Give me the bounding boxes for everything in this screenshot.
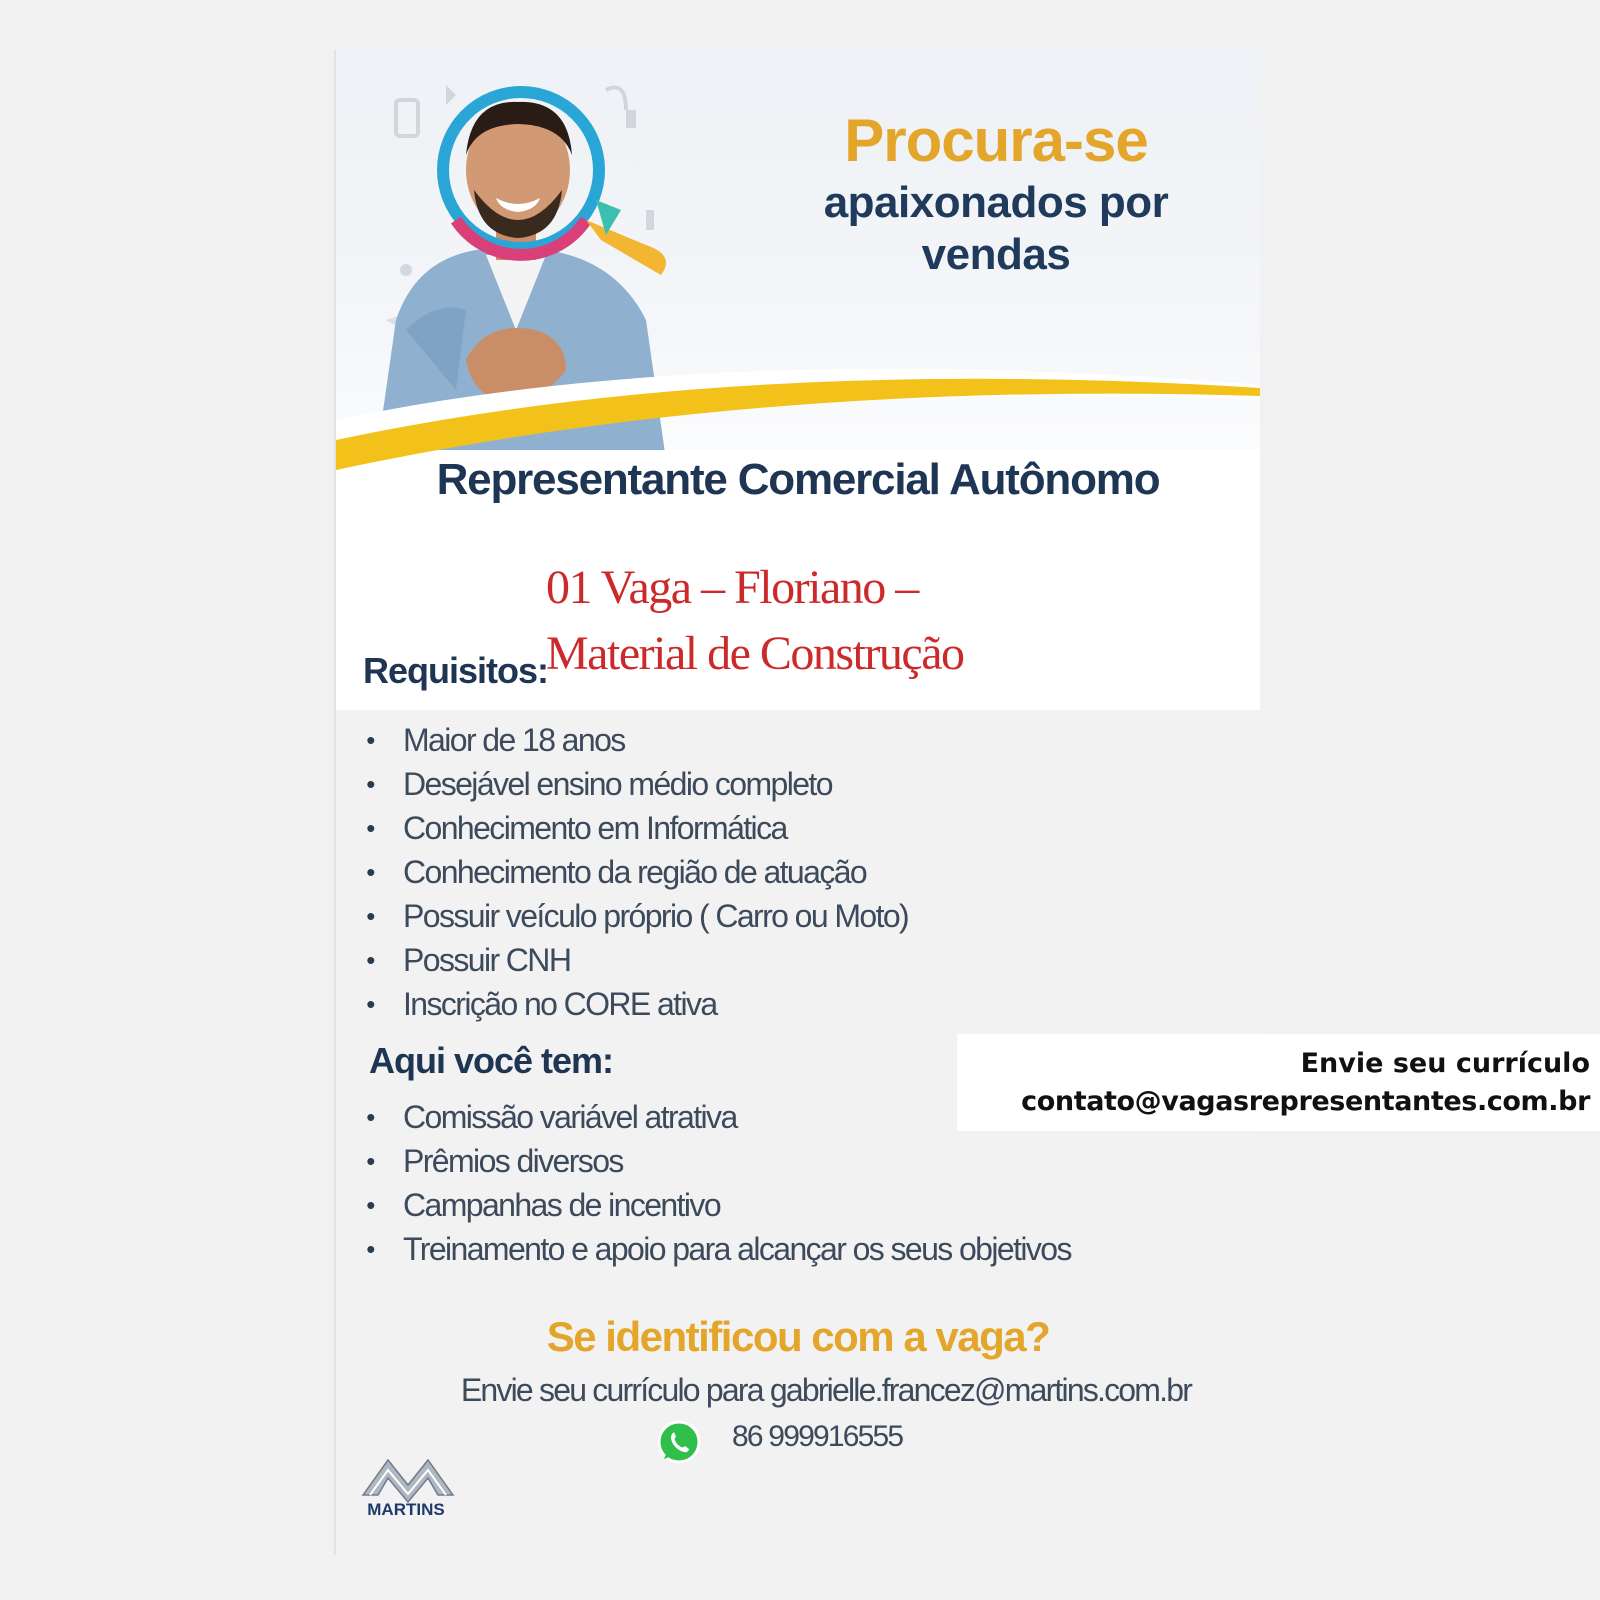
vacancy-line-1: 01 Vaga – Floriano – <box>546 561 918 614</box>
headline-subtitle-1: apaixonados por <box>823 178 1169 227</box>
list-item: • Prêmios diversos <box>366 1143 623 1179</box>
contact-box <box>957 1034 1600 1131</box>
list-item: • Comissão variável atrativa <box>366 1099 737 1135</box>
vacancy-line-2: Material de Construção <box>546 627 964 680</box>
phone-number: 86 999916555 <box>732 1420 903 1453</box>
list-item: • Inscrição no CORE ativa <box>366 986 717 1022</box>
vacancy-info <box>546 555 1146 687</box>
headline-subtitle-2: vendas <box>921 230 1071 279</box>
list-item: • Treinamento e apoio para alcançar os seus objetivos <box>366 1231 1071 1267</box>
whatsapp-icon <box>656 1419 702 1465</box>
list-item: • Campanhas de incentivo <box>366 1187 721 1223</box>
requirements-title: Requisitos: <box>363 650 549 691</box>
logo-text: MARTINS <box>367 1500 445 1519</box>
call-to-action: Se identificou com a vaga? <box>546 1313 1050 1360</box>
requirements-list <box>363 718 908 1026</box>
list-item: • Conhecimento em Informática <box>366 810 787 846</box>
list-item: • Possuir veículo próprio ( Carro ou Moto) <box>366 898 909 934</box>
list-item: • Possuir CNH <box>366 942 571 978</box>
list-item: • Maior de 18 anos <box>366 722 625 758</box>
role-title: Representante Comercial Autônomo <box>436 455 1160 504</box>
contact-email[interactable]: contato@vagasrepresentantes.com.br <box>1021 1086 1590 1117</box>
job-poster <box>334 50 1260 1555</box>
benefits-title: Aqui você tem: <box>369 1040 614 1081</box>
list-item: • Desejável ensino médio completo <box>366 766 832 802</box>
contact-line-1: Envie seu currículo <box>1300 1048 1590 1079</box>
headline <box>776 105 1216 281</box>
list-item: • Conhecimento da região de atuação <box>366 854 867 890</box>
headline-title: Procura-se <box>844 107 1148 174</box>
send-resume-text[interactable]: Envie seu currículo para gabrielle.francez@martins.com.br <box>460 1372 1192 1408</box>
